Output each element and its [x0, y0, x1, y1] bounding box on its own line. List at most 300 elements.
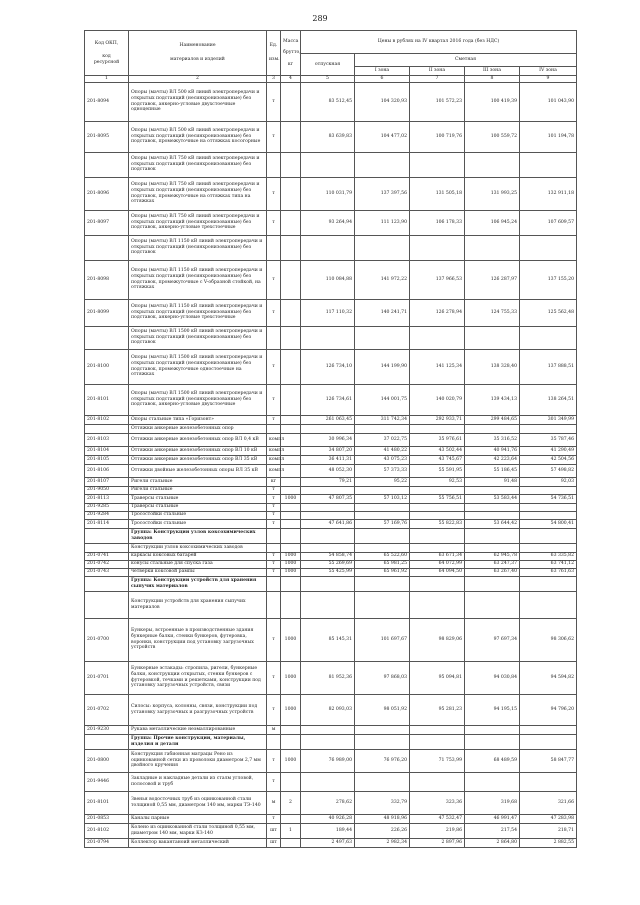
row-unit: т — [267, 349, 281, 384]
column-index: 2 — [129, 76, 267, 83]
row-price: 126 734,61 — [301, 384, 355, 415]
row-unit: т — [267, 486, 281, 494]
row-unit: т — [267, 415, 281, 424]
row-price: 2 497,63 — [301, 838, 355, 847]
row-mass — [281, 543, 301, 552]
row-price: 126 734,10 — [301, 349, 355, 384]
row-zone-2: 55 756,51 — [410, 494, 465, 503]
row-price: 261 063,45 — [301, 415, 355, 424]
row-price: 83 512,45 — [301, 82, 355, 121]
row-zone-3: 35 316,52 — [465, 433, 520, 446]
row-zone-2 — [410, 591, 465, 618]
price-table — [84, 30, 577, 848]
row-name: Траверсы стальные — [129, 494, 267, 503]
column-index: 4 — [281, 76, 301, 83]
row-zone-1: 65 981,25 — [355, 560, 410, 568]
row-price: 47 641,86 — [301, 519, 355, 528]
header-unit — [267, 31, 281, 76]
row-name: Опоры (мачты) ВЛ 1150 кВ линий электропередачи и открытых подстанций (несинхронизованные) без подставок — [129, 235, 267, 260]
row-code: 201-0800 — [85, 749, 129, 772]
row-price: 55 425,99 — [301, 568, 355, 576]
row-code — [85, 528, 129, 543]
row-mass — [281, 477, 301, 486]
row-zone-3: 40 941,76 — [465, 446, 520, 455]
table-row — [85, 749, 577, 772]
row-zone-1 — [355, 503, 410, 511]
header-name-line1: Наименование — [179, 43, 216, 49]
header-zone-1: I зона — [355, 67, 410, 76]
row-zone-4: 58 847,77 — [520, 749, 577, 772]
row-code: 201-8103 — [85, 433, 129, 446]
row-zone-4: 2 882,55 — [520, 838, 577, 847]
row-zone-4: 94 594,82 — [520, 661, 577, 694]
row-mass — [281, 82, 301, 121]
row-zone-1: 141 972,22 — [355, 260, 410, 299]
row-code: 201-9050 — [85, 486, 129, 494]
row-name: Оттяжки анкерные железобетонных опор — [129, 424, 267, 433]
row-zone-4 — [520, 424, 577, 433]
table-row — [85, 838, 577, 847]
column-index: 3 — [267, 76, 281, 83]
row-zone-2: 98 829,06 — [410, 618, 465, 661]
table-row — [85, 384, 577, 415]
table-row — [85, 503, 577, 511]
row-unit: компл — [267, 455, 281, 464]
row-code: 201-9284 — [85, 511, 129, 519]
row-code: 201-8114 — [85, 519, 129, 528]
row-zone-1 — [355, 511, 410, 519]
table-row — [85, 568, 577, 576]
row-zone-3 — [465, 734, 520, 749]
row-code: 201-8100 — [85, 349, 129, 384]
row-unit: т — [267, 519, 281, 528]
row-price: 117 110,32 — [301, 299, 355, 326]
table-row — [85, 235, 577, 260]
row-unit: м — [267, 725, 281, 734]
row-zone-3: 100 559,72 — [465, 121, 520, 152]
row-zone-4 — [520, 511, 577, 519]
row-name: Ригели стальные — [129, 477, 267, 486]
row-code: 201-0702 — [85, 694, 129, 725]
row-code: 201-8104 — [85, 446, 129, 455]
row-code: 201-8097 — [85, 210, 129, 235]
row-zone-1: 332,79 — [355, 791, 410, 814]
row-price — [301, 772, 355, 791]
table-row — [85, 528, 577, 543]
row-mass — [281, 511, 301, 519]
row-zone-1: 95,22 — [355, 477, 410, 486]
row-name: Траверсы стальные — [129, 503, 267, 511]
row-mass — [281, 260, 301, 299]
row-mass — [281, 299, 301, 326]
row-mass: 2 — [281, 791, 301, 814]
row-name: Конструкция габионная матрацы Рено из оцинкованной сетки из проволоки диаметром 2,7 мм двойного кручения — [129, 749, 267, 772]
row-zone-4: 138 264,51 — [520, 384, 577, 415]
table-row — [85, 455, 577, 464]
row-zone-2 — [410, 772, 465, 791]
row-zone-4: 47 283,98 — [520, 814, 577, 823]
table-row — [85, 424, 577, 433]
row-mass: 1000 — [281, 749, 301, 772]
row-name: Группа: Конструкции узлов коксохимических заводов — [129, 528, 267, 543]
row-price — [301, 528, 355, 543]
row-name: Опоры (мачты) ВЛ 500 кВ линий электропередачи и открытых подстанций (несинхронизованные) без подставок, анкерно-угловые двухстоечные одноцепные — [129, 82, 267, 121]
row-zone-2 — [410, 543, 465, 552]
header-mass-line3: кг — [287, 61, 294, 67]
row-zone-2: 323,36 — [410, 791, 465, 814]
row-name: Силосы: корпуса, колонны, связи, конструкции под установку загрузочных и разгрузочных устройств — [129, 694, 267, 725]
row-name: Рукава металлические неэмаллированные — [129, 725, 267, 734]
row-zone-1: 57 169,76 — [355, 519, 410, 528]
row-zone-4: 132 911,18 — [520, 177, 577, 210]
row-unit: т — [267, 694, 281, 725]
row-zone-4: 137 155,20 — [520, 260, 577, 299]
row-zone-4: 57 498,82 — [520, 464, 577, 477]
row-zone-1: 2 982,34 — [355, 838, 410, 847]
row-zone-3: 97 697,34 — [465, 618, 520, 661]
row-zone-1: 137 397,56 — [355, 177, 410, 210]
row-price: 81 952,36 — [301, 661, 355, 694]
column-index: 9 — [520, 76, 577, 83]
row-zone-1: 311 742,34 — [355, 415, 410, 424]
row-unit — [267, 152, 281, 177]
row-code: 201-0741 — [85, 552, 129, 560]
row-price: 85 145,31 — [301, 618, 355, 661]
row-zone-3 — [465, 326, 520, 349]
row-zone-2: 55 591,95 — [410, 464, 465, 477]
row-zone-4 — [520, 235, 577, 260]
row-zone-2 — [410, 326, 465, 349]
row-zone-4 — [520, 326, 577, 349]
table-row — [85, 814, 577, 823]
table-row — [85, 823, 577, 838]
row-name: Оттяжки анкерные железобетонных опор ВЛ 0,4 кВ — [129, 433, 267, 446]
row-zone-4: 54 736,51 — [520, 494, 577, 503]
row-name: Оттяжки анкерные железобетонных опор ВЛ 10 кВ — [129, 446, 267, 455]
row-name: Ригели стальные — [129, 486, 267, 494]
row-unit: т — [267, 618, 281, 661]
table-row — [85, 82, 577, 121]
row-zone-1: 57 373,33 — [355, 464, 410, 477]
row-zone-3: 124 755,33 — [465, 299, 520, 326]
row-zone-3 — [465, 152, 520, 177]
row-mass: 1000 — [281, 568, 301, 576]
row-code — [85, 424, 129, 433]
row-zone-3: 106 945,24 — [465, 210, 520, 235]
row-code: 201-0701 — [85, 661, 129, 694]
table-row — [85, 694, 577, 725]
row-zone-4: 125 562,48 — [520, 299, 577, 326]
row-zone-1 — [355, 152, 410, 177]
row-mass — [281, 725, 301, 734]
row-price — [301, 152, 355, 177]
row-unit — [267, 543, 281, 552]
table-row — [85, 661, 577, 694]
table-row — [85, 494, 577, 503]
row-zone-4 — [520, 528, 577, 543]
header-zone-4: IV зона — [520, 67, 577, 76]
row-zone-4 — [520, 772, 577, 791]
table-row — [85, 560, 577, 568]
row-name: Закладные и накладные детали из сталм угловой, полосовой и труб — [129, 772, 267, 791]
row-zone-3: 63 267,40 — [465, 568, 520, 576]
row-zone-3: 68 489,59 — [465, 749, 520, 772]
row-name: Оттяжки анкерные железобетонных опор ВЛ 35 кВ — [129, 455, 267, 464]
row-unit: т — [267, 511, 281, 519]
row-price: 110 084,88 — [301, 260, 355, 299]
row-zone-3: 138 328,40 — [465, 349, 520, 384]
row-code: 201-0742 — [85, 560, 129, 568]
row-zone-3 — [465, 511, 520, 519]
row-zone-3 — [465, 591, 520, 618]
header-zone-2: II зона — [410, 67, 465, 76]
header-zone-3: III зона — [465, 67, 520, 76]
row-zone-4: 218,71 — [520, 823, 577, 838]
row-zone-2: 71 753,99 — [410, 749, 465, 772]
row-price — [301, 486, 355, 494]
row-zone-2: 47 532,47 — [410, 814, 465, 823]
row-zone-4: 301 349,99 — [520, 415, 577, 424]
row-zone-4: 63 335,82 — [520, 552, 577, 560]
row-zone-2: 100 719,76 — [410, 121, 465, 152]
row-mass: 1 — [281, 823, 301, 838]
row-mass — [281, 591, 301, 618]
table-row — [85, 618, 577, 661]
row-zone-3 — [465, 235, 520, 260]
row-code: 201-0853 — [85, 814, 129, 823]
row-zone-4: 54 800,41 — [520, 519, 577, 528]
row-zone-2 — [410, 152, 465, 177]
row-price: 278,62 — [301, 791, 355, 814]
row-price — [301, 591, 355, 618]
row-zone-1: 97 868,03 — [355, 661, 410, 694]
table-row — [85, 519, 577, 528]
column-index: 6 — [355, 76, 410, 83]
row-mass — [281, 519, 301, 528]
table-row — [85, 177, 577, 210]
row-price — [301, 576, 355, 591]
row-mass — [281, 424, 301, 433]
header-unit-line1: Ед. — [269, 43, 278, 49]
row-zone-3 — [465, 543, 520, 552]
row-zone-3 — [465, 503, 520, 511]
row-zone-1 — [355, 576, 410, 591]
row-zone-3: 53 583,44 — [465, 494, 520, 503]
table-row — [85, 591, 577, 618]
row-mass — [281, 814, 301, 823]
row-unit: т — [267, 552, 281, 560]
row-zone-4 — [520, 734, 577, 749]
row-zone-1: 76 976,20 — [355, 749, 410, 772]
column-index-row — [85, 76, 577, 83]
header-name-line2: материалов и изделий — [170, 57, 225, 62]
table-row — [85, 772, 577, 791]
row-zone-1: 140 241,71 — [355, 299, 410, 326]
table-row — [85, 326, 577, 349]
row-name: Опоры (мачты) ВЛ 1150 кВ линий электропередачи и открытых подстанций (несинхронизованные) без подставок, промежуточные с V-образной стойкой, на оттяжках — [129, 260, 267, 299]
row-zone-3: 55 186,45 — [465, 464, 520, 477]
row-zone-3: 62 945,78 — [465, 552, 520, 560]
row-zone-3: 217,54 — [465, 823, 520, 838]
row-code — [85, 591, 129, 618]
row-name: Бункерные эстакады: стропила, ригели, бункерные балки, конструкции открытых, стенки бункеров с футеровкой, течками и решетками, конструкции под установку загрузочных устройств, связи — [129, 661, 267, 694]
row-unit — [267, 235, 281, 260]
table-row — [85, 543, 577, 552]
row-unit — [267, 326, 281, 349]
row-mass — [281, 486, 301, 494]
row-zone-2: 101 572,23 — [410, 82, 465, 121]
row-price: 36 411,31 — [301, 455, 355, 464]
row-zone-4: 94 796,20 — [520, 694, 577, 725]
column-index: 1 — [85, 76, 129, 83]
table-row — [85, 433, 577, 446]
row-zone-4 — [520, 486, 577, 494]
row-zone-1 — [355, 424, 410, 433]
row-unit — [267, 591, 281, 618]
row-price — [301, 734, 355, 749]
row-unit: т — [267, 384, 281, 415]
header-code — [85, 31, 129, 76]
row-zone-3: 53 644,42 — [465, 519, 520, 528]
row-name: Группа: Прочие конструкции, материалы, изделия и детали — [129, 734, 267, 749]
row-price: 47 807,35 — [301, 494, 355, 503]
row-zone-2: 140 020,79 — [410, 384, 465, 415]
row-code — [85, 543, 129, 552]
row-mass: 1000 — [281, 618, 301, 661]
row-zone-4: 137 888,51 — [520, 349, 577, 384]
row-code: 201-8099 — [85, 299, 129, 326]
row-unit: т — [267, 503, 281, 511]
header-mass — [281, 31, 301, 76]
row-zone-2 — [410, 486, 465, 494]
row-zone-1: 111 123,90 — [355, 210, 410, 235]
row-zone-1 — [355, 326, 410, 349]
row-zone-3: 319,68 — [465, 791, 520, 814]
row-name: Опоры (мачты) ВЛ 1500 кВ линий электропередачи и открытых подстанций (несинхронизованные) без подставок, промежуточные одностоечные на оттяжках — [129, 349, 267, 384]
row-zone-4: 98 306,62 — [520, 618, 577, 661]
row-unit: т — [267, 749, 281, 772]
row-mass — [281, 528, 301, 543]
row-code — [85, 326, 129, 349]
row-zone-1: 144 001,75 — [355, 384, 410, 415]
row-zone-1: 57 103,12 — [355, 494, 410, 503]
table-row — [85, 464, 577, 477]
row-zone-2: 131 505,18 — [410, 177, 465, 210]
row-zone-3: 63 247,37 — [465, 560, 520, 568]
row-mass — [281, 576, 301, 591]
row-name: Опоры стальные типа «Горизонт» — [129, 415, 267, 424]
row-price: 76 989,00 — [301, 749, 355, 772]
row-zone-4: 63 741,12 — [520, 560, 577, 568]
row-name: Опоры (мачты) ВЛ 750 кВ линий электропередачи и открытых подстанций (несинхронизованные) без подставок, промежуточные на оттяжках типа на оттяжках — [129, 177, 267, 210]
row-unit: т — [267, 494, 281, 503]
row-price — [301, 326, 355, 349]
row-code: 201-8096 — [85, 177, 129, 210]
row-price: 93 264,94 — [301, 210, 355, 235]
row-code: 201-0794 — [85, 838, 129, 847]
row-zone-1 — [355, 528, 410, 543]
row-name: Опоры (мачты) ВЛ 500 кВ линий электропередачи и открытых подстанций (несинхронизованные) без подставок, промежуточные на оттяжках косогорные — [129, 121, 267, 152]
row-name: Тросостойки стальные — [129, 519, 267, 528]
row-unit: шт — [267, 823, 281, 838]
table-row — [85, 486, 577, 494]
row-zone-2 — [410, 424, 465, 433]
row-zone-4: 42 504,56 — [520, 455, 577, 464]
row-name: Звенья водосточных труб из оцинкованной стали толщиной 0,55 мм, диаметром 140 мм, марки ТЭ-140 — [129, 791, 267, 814]
column-index: 8 — [465, 76, 520, 83]
row-zone-1: 43 075,23 — [355, 455, 410, 464]
row-zone-3: 299 484,65 — [465, 415, 520, 424]
row-zone-2: 126 278,94 — [410, 299, 465, 326]
row-zone-2: 35 976,61 — [410, 433, 465, 446]
row-mass: 1000 — [281, 494, 301, 503]
row-mass: 1000 — [281, 661, 301, 694]
row-zone-4: 107 609,57 — [520, 210, 577, 235]
row-mass — [281, 349, 301, 384]
row-price: 34 807,20 — [301, 446, 355, 455]
row-zone-1: 41 480,22 — [355, 446, 410, 455]
table-row — [85, 210, 577, 235]
row-mass — [281, 210, 301, 235]
row-zone-1 — [355, 725, 410, 734]
row-zone-2 — [410, 725, 465, 734]
row-name: Опоры (мачты) ВЛ 1150 кВ линий электропередачи и открытых подстанций (несинхронизованные) без подставок, анкерно-угловые трехстоечные — [129, 299, 267, 326]
row-code: 201-8107 — [85, 477, 129, 486]
row-name: четверки коксовой рампы — [129, 568, 267, 576]
row-zone-3: 100 419,39 — [465, 82, 520, 121]
row-name: Коллектор вакантаноий металлический — [129, 838, 267, 847]
row-unit: т — [267, 260, 281, 299]
row-zone-1: 65 522,60 — [355, 552, 410, 560]
row-zone-2 — [410, 511, 465, 519]
row-mass — [281, 121, 301, 152]
header-name — [129, 31, 267, 76]
row-zone-1: 98 051,92 — [355, 694, 410, 725]
row-zone-1 — [355, 591, 410, 618]
row-zone-4: 63 761,63 — [520, 568, 577, 576]
row-mass — [281, 838, 301, 847]
row-zone-2: 95 094,81 — [410, 661, 465, 694]
row-zone-2: 43 745,67 — [410, 455, 465, 464]
row-zone-3 — [465, 528, 520, 543]
row-mass — [281, 177, 301, 210]
table-row — [85, 477, 577, 486]
table-row — [85, 299, 577, 326]
row-price — [301, 543, 355, 552]
header-code-line1: Код ОКП, — [94, 40, 119, 46]
row-code: 201-0700 — [85, 618, 129, 661]
row-unit — [267, 424, 281, 433]
row-zone-4 — [520, 503, 577, 511]
table-row — [85, 415, 577, 424]
row-unit — [267, 576, 281, 591]
row-zone-3 — [465, 424, 520, 433]
header-unit-line2: изм. — [269, 57, 280, 62]
row-name: Конструкции устройств для хранения сыпучих материалов — [129, 591, 267, 618]
row-zone-2: 106 178,33 — [410, 210, 465, 235]
row-name: Опоры (мачты) ВЛ 1500 кВ линий электропередачи и открытых подстанций (несинхронизованные) без подставок — [129, 326, 267, 349]
row-code: 201-8101 — [85, 791, 129, 814]
row-name: Опоры (мачты) ВЛ 750 кВ линий электропередачи и открытых подстанций (несинхронизованные) без подставок — [129, 152, 267, 177]
row-zone-3: 139 434,13 — [465, 384, 520, 415]
row-zone-2: 55 822,83 — [410, 519, 465, 528]
row-zone-3: 126 287,97 — [465, 260, 520, 299]
row-code — [85, 235, 129, 260]
table-row — [85, 260, 577, 299]
row-zone-2: 2 897,96 — [410, 838, 465, 847]
row-mass — [281, 326, 301, 349]
row-mass: 1000 — [281, 694, 301, 725]
